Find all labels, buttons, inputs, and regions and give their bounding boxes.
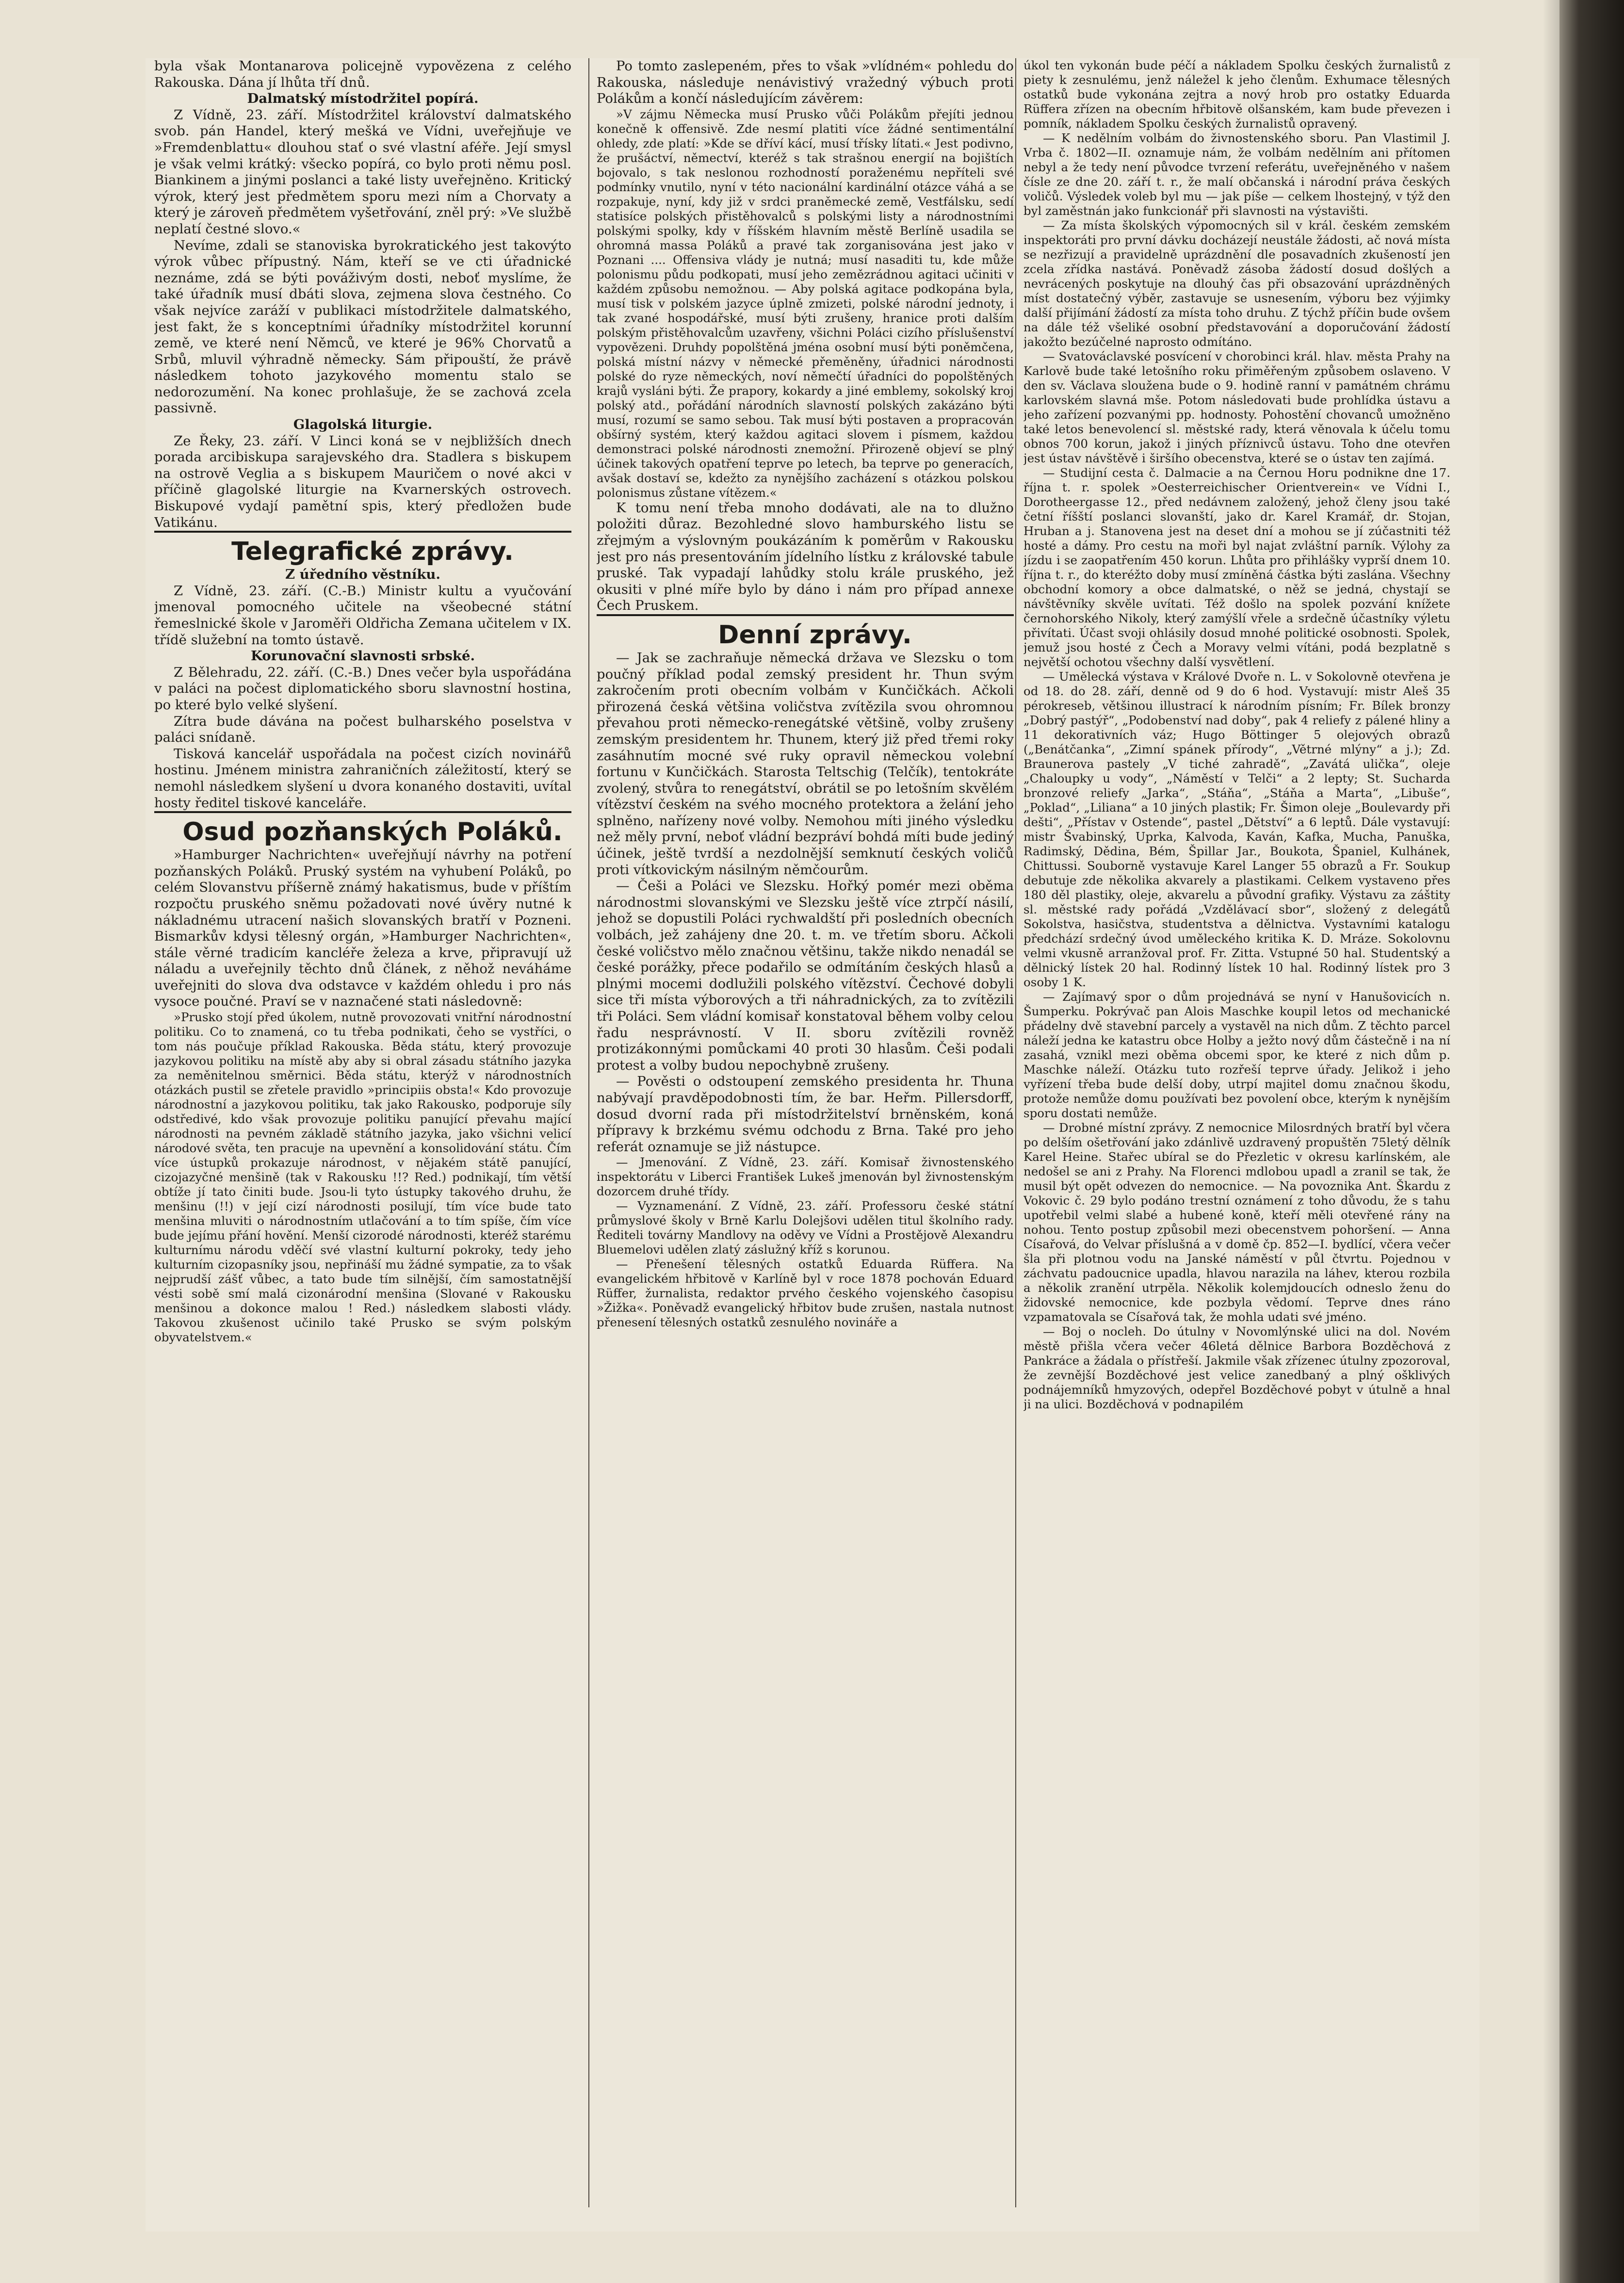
quoted-paragraph: »V zájmu Německa musí Prusko vůči Polákům přejíti jednou konečně k offensivě. Zde nesmí platiti více žádné sentimentální ohledy, zde platí: »Kde se dříví kácí, musí třísky lítati.« Jest podivno, že prušáctví, němectví, kteréž s tak strašnou energií na bojištích bojovalo, s tak neslonou rozhodností poraženému nepříteli své podmínky vnutilo, nyní v této nacionální kardinální otázce váhá a se rozpakuje, nyní, kdy již v srdci praněmecké země, Vestfálsku, sedí statisíce polských přistěhovalců s polskými listy a národnostními polskými spolky, kdy v říšském hlavním městě Berlíně usadila se ohromná massa Poláků a pravé tak zorganisována jest jako v Poznani .... Offensiva vlády je nutná; musí nasaditi tu, kde může polonismu půdu podkopati, musí jeho zemězrádnou agitaci učiniti v každém způsobu nemožnou. — Aby polská agitace podkopána byla, musí tisk v polském jazyce úplně zmizeti, polské národní jednoty, i tak zvané hospodářské, musí býti zrušeny, hranice proti dalším polským přistěhovalcům uzavřeny, všichni Poláci cizího příslušenství vypovězeni. Druhdy popolštěná jména osobní musí býti poněmčena, polská místní názvy v německé přeměněny, úřadnici národnosti polské do ryze německých, noví němečtí úřadníci do popolštěných krajů vysláni býti. Že prapory, kokardy a jiné emblemy, sokolský kroj polský atd., pořádání národních slavností polských zakázáno býti musí, rozumí se samo sebou. Tak musí býti postaven a propracován obšírný systém, který každou agitaci slovem i písmem, každou demonstraci polské národnosti znemožní. Přirozeně objeví se plný účinek takových opatření teprve po letech, ba teprve po generacích, avšak dostaví se, kdežto za nynějšího zacházení s otázkou polskou polonismus zůstane vítězem.« [597,107,1014,500]
paragraph: Z Vídně, 23. září. (C.-B.) Ministr kultu a vyučování jmenoval pomocného učitele na všeobecné státní řemeslnické škole v Jaroměři Oldřicha Zemana učitelem v IX. třídě služební na tomto ústavě. [154,583,571,648]
paragraph: Z Bělehradu, 22. září. (C.-B.) Dnes večer byla uspořádána v paláci na počest diplomatického sboru slavnostní hostina, po které bylo velké slyšení. [154,664,571,713]
paragraph: — Drobné místní zprávy. Z nemocnice Milosrdných bratří byl včera po delším ošetřování jako zdánlivě uzdravený propuštěn 75letý dělník Karel Heine. Stařec ubíral se do Přezletic v okresu karlínském, ale nedošel se ani z Prahy. Na Florenci mdlobou upadl a zranil se tak, že musil být opět odvezen do nemocnice. — Na povoznika Ant. Škardu z Vokovic č. 29 bylo podáno trestní oznámení z toho důvodu, že s tahu upotřebil velmi slabé a hubené koně, kteří měli otevřené rány na nohou. Tento postup způsobil mezi obecenstvem pohoršení. — Anna Císařová, do Velvar příslušná a v domě čp. 852—I. bydlící, včera večer šla při plotnou vodu na Janské náměstí v půl čtvrtu. Pojednou v záchvatu padoucnice upadla, hlavou narazila na láhev, kterou rozbila a několik zranění utrpěla. Několik kolemjdoucích odneslo ženu do židovské nemocnice, kde pozbyla vědomí. Teprve dnes ráno vzpamatovala se Císařová tak, že mohla udati své jméno. [1023,1121,1450,1324]
paragraph: — Pověsti o odstoupení zemského presidenta hr. Thuna nabývají pravděpodobnosti tím, že bar. Heřm. Pillersdorff, dosud dvorní rada při místodržitelství brněnském, koná přípravy k brzkému svému odchodu z Brna. Také pro jeho referát oznamuje se již nástupce. [597,1074,1014,1155]
paragraph: Ze Řeky, 23. září. V Linci koná se v nejbližších dnech porada arcibiskupa sarajevského dra. Stadlera s biskupem na ostrově Veglia a s biskupem Mauričem o nové akci v příčině glagolské liturgie na Kvarnerských ostrovech. Biskupové vydají pamětní spis, který předložen bude Vatikánu. [154,433,571,530]
rubric-heading: Telegrafické zprávy. [154,531,571,567]
paragraph: — Svatováclavské posvícení v chorobinci král. hlav. města Prahy na Karlově bude také letošního roku přiměřeným způsobem oslaveno. V den sv. Václava sloužena bude o 9. hodině ranní v památném chrámu karlovském slavná mše. Potom následovati bude prohlídka ústavu a jeho zařízení pozvanými pp. hodnosty. Pohostění chovanců umožněno také letos benevolencí sl. městské rady, která věnovala k účelu tomu obnos 700 korun, jakož i jiných příznivců ústavu. Toho dne otevřen jest ústav návštěvě i širšího obecenstva, které se o ústav ten zajímá. [1023,349,1450,465]
paragraph: úkol ten vykonán bude péčí a nákladem Spolku českých žurnalistů z piety k zesnulému, jenž náležel k jeho členům. Exhumace tělesných ostatků bude vykonána zejtra a nový hrob pro ostatky Eduarda Rüffera zřízen na obecním hřbitově olšanském, kam bude převezen i pomník, nákladem Spolku českých žurnalistů opravený. [1023,58,1450,130]
paragraph: »Hamburger Nachrichten« uveřejňují návrhy na potření pozňanských Poláků. Pruský systém na vyhubení Poláků, po celém Slovanstvu příšerně známý hakatismus, bude v příštím rozpočtu pruského sněmu požadovati nové úvěry nutné k nákladnému utracení našich slovanských bratří v Pozneni. Bismarkův kdysi tělesný orgán, »Hamburger Nachrichten«, stále věrné tradicím kancléře železa a krve, připravují už náladu a uveřejnily těchto dnů článek, z něhož neváháme uveřejniti do slova dva odstavce v každém ohledu i pro nás vysoce poučné. Praví se v naznačené stati následovně: [154,847,571,1010]
paragraph: — Zajímavý spor o dům projednává se nyní v Hanušovicích n. Šumperku. Pokrývač pan Alois Maschke koupil letos od mechanické přádelny dvě stavební parcely a vystavěl na nich dům. Z těchto parcel náleží jedna ke katastru obce Holby a ježto nový dům částečně i na ní zasahá, vznikl mezi oběma obcemi spor, ke které z nich dům p. Maschke náleží. Otázku tuto rozřeší teprve úřady. Jelikož i jeho vyřízení třeba bude delší doby, utrpí majitel domu značnou škodu, protože nemůže domu používati bez povolení obce, kterým k nynějším sporu dostati nemůže. [1023,990,1450,1120]
paragraph: — Za místa školských výpomocných sil v král. českém zemském inspektoráti pro první dávku docházejí neustále žádosti, ač nová místa se nezřizují a pravidelně uprázdnění dle posavadních zkušeností jen zcela zřídka nastává. Poněvadž zásoba žádostí dosud došlých a nevrácených poskytuje na dlouhý čas při obsazování uprázdněných míst dostatečný výběr, zastavuje se usnesením, výboru bez výjimky další přijímání žádostí za místa toho druhu. Z týchž příčin bude ovšem na dále též všeliké osobní představování a doporučování žádostí jakožto bezúčelné naprosto odmítáno. [1023,218,1450,349]
paragraph: Tisková kancelář uspořádala na počest cizích novinářů hostinu. Jménem ministra zahraničních záležitostí, který se nemohl následkem slyšení u dvora konaného dostaviti, uvítal hosty ředitel tiskové kanceláře. [154,746,571,811]
section-heading: Glagolská liturgie. [293,417,433,433]
paragraph: — Jmenování. Z Vídně, 23. září. Komisař živnostenského inspektorátu v Liberci František Lukeš jmenován byl živnostenským dozorcem druhé třídy. [597,1155,1014,1199]
column-2 [597,58,1014,2212]
section-heading: Z úředního věstníku. [285,567,440,583]
paragraph: — Vyznamenání. Z Vídně, 23. září. Professoru české státní průmyslové školy v Brně Karlu Dolejšovi udělen titul školního rady. Řediteli továrny Mandlovy na oděvy ve Vídni a Prostějově Alexandru Bluemelovi udělen zlatý záslužný kříž s korunou. [597,1199,1014,1257]
column-divider [588,58,589,2207]
quoted-paragraph: »Prusko stojí před úkolem, nutně provozovati vnitřní národnostní politiku. Co to znamená, co tu třeba podnikati, čeho se vystříci, o tom nás poučuje příklad Rakouska. Běda státu, který provozuje jazykovou politiku na místě aby aby si obral zásadu státního jazyka za neměnitelnou směrnici. Běda státu, kterýž v národnostních otázkách pustil se zřetele pravidlo »principiis obsta!« Kdo provozuje národnostní a jazykovou politiku, tak jako Rakousko, podporuje síly odstředivé, kdo však provozuje politiku panující převahu mající národnosti na pevném základě státního jazyka, jako všichni velicí národové světa, ten pracuje na upevnění a konsolidování státu. Čím více ústupků prokazuje národnost, v nějakém státě panující, cizojazyčné menšině (tak v Rakousku !!? Red.) podnikají, tím větší obtíže jí tato činiti bude. Jsou-li tyto ústupky takového druhu, že menšinu (!!) v její cizí národnosti posilují, tím více bude tato menšina mluviti o národnostním utlačování a to tím spíše, čím více bude jejímu přání hovění. Menší cizorodé národnosti, kteréž starému kulturnímu národu vděčí své vlastní kulturní pokroky, tedy jeho kulturním cizopasníky jsou, nepřináší mu žádné sympatie, za to však nejprudší zášť vůbec, a tato bude tím silnější, čím samostatnější vésti sobě smí malá cizonárodní menšina (Slované v Rakousku menšinou a dokonce malou ! Red.) následkem slabosti vlády. Takovou zkušenost učinilo také Prusko se svým polským obyvatelstvem.« [154,1010,571,1345]
section-heading: Dalmatský místodržitel popírá. [247,91,479,107]
book-binding-edge [1559,0,1624,2283]
paragraph: — Umělecká výstava v Králové Dvoře n. L. v Sokolovně otevřena je od 18. do 28. září, denně od 9 do 6 hod. Vystavují: mistr Aleš 35 pérokreseb, většinou illustrací k národním písním; Fr. Bílek bronzy „Dobrý pastýř“, „Podobenství nad doby“, pak 4 reliefy z pálené hliny a 11 dekorativních váz; Hugo Böttinger 5 olejových obrazů („Benátčanka“, „Zimní spánek přírody“, „Větrné mlýny“ a j.); Zd. Braunerova pastely „V tiché zahradě“, „Zavátá ulička“, oleje „Chaloupky u vody“, „Náměstí v Telči“ a 2 lepty; St. Sucharda bronzové reliefy „Jarka“, „Stáňa“, „Stáňa a Marta“, „Libuše“, „Poklad“, „Liliana“ a 10 jiných plastik; Fr. Šimon oleje „Boulevardy při dešti“, „Přístav v Ostende“, pastel „Dětství“ a 6 leptů. Dále vystavují: mistr Švabinský, Uprka, Kalvoda, Kaván, Kafka, Mucha, Panuška, Radimský, Dědina, Bém, Špillar Jar., Boukota, Španiel, Kulhánek, Chittussi. Souborně vystavuje Karel Langer 55 obrazů a Fr. Soukup debutuje zde několika akvarely a plastikami. Celkem vystaveno přes 180 děl plastiky, oleje, akvarelu a původní grafiky. Výstavu za záštity sl. městské rady pořádá „Vzdělávací sbor“, složený z delegátů Sokolstva, hasičstva, studentstva a dělnictva. Vystavními katalogu předchází srdečný úvod uměleckého kritika K. D. Mráze. Sokolovnu velmi vkusně arranžoval prof. Fr. Zitta. Vstupné 50 hal. Studentský a dělnický lístek 20 hal. Rodinný lístek 10 hal. Rodinný lístek pro 3 osoby 1 K. [1023,669,1450,989]
rubric-heading: Osud pozňanských Poláků. [154,811,571,847]
paragraph: — Češi a Poláci ve Slezsku. Hořký pomér mezi oběma národnostmi slovanskými ve Slezsku ještě více ztrpčí násilí, jehož se dopustili Poláci rychwaldští při posledních obecních volbách, jež zahájeny dne 20. t. m. ve třetím sboru. Ačkoli české voličstvo mělo značnou většinu, takže nikdo nenadál se české porážky, přece podařilo se odmítáním českých hlasů a plnými mocemi dodlužili polského vítězství. Čechové dobyli sice tři místa výborových a tři náhradnických, za to zvítězili tři Poláci. Sem vládní komisař konstatoval během volby celou řadu nesprávností. V II. sboru zvítězili rovněž protizákonnými pomůckami 40 proti 30 hlasům. Češi podali protest a volby budou nepochybně zrušeny. [597,878,1014,1073]
paragraph: — Jak se zachraňuje německá država ve Slezsku o tom poučný příklad podal zemský president hr. Thun svým zakročením proti obecním volbám v Kunčičkách. Ačkoli přirozená česká většina voličstva zvítězila svou ohromnou převahou proti německo-renegátské většině, volby zrušeny zemským presidentem hr. Thunem, který již před třemi roky zasáhnutím mocné své ruky opravil německou volební fortunu v Kunčičkách. Starosta Teltschig (Telčík), tentokráte zvolený, stvůra to renegátství, obrátil se po letošním skvělém vítězství českém na svého mocného protektora a želání jeho splněno, nařízeny nové volby. Nemohou míti jiného výsledku než měly první, neboť vládní bezpráví bohdá míti bude jediný účinek, ještě tvrdší a nezdolnější semknutí českých voličů proti vítkovickým násilným němčourům. [597,650,1014,878]
paragraph: Po tomto zaslepeném, přes to však »vlídném« pohledu do Rakouska, následuje nenávistivý vražedný výbuch proti Polákům a končí následujícím závěrem: [597,58,1014,107]
paragraph: — K nedělním volbám do živnostenského sboru. Pan Vlastimil J. Vrba č. 1802—II. oznamuje nám, že volbám nedělním ani přítomen nebyl a že tedy není původce tvrzení referátu, uveřejněného v našem čísle ze dne 20. září t. r., že malí občanská i národní práva českých voličů. Výsledek voleb byl mu — jak píše — celkem lhostejný, v týž den byl zaměstnán jako funkcionář při slavnosti na výstavišti. [1023,131,1450,218]
paragraph: Nevíme, zdali se stanoviska byrokratického jest takovýto výrok vůbec přípustný. Nám, kteří se ve cti úřadnické neznáme, zdá se býti pováživým dosti, neboť myslíme, že také úřadník musí dbáti slova, zejmena slova čestného. Co však nejvíce zaráží v publikaci místodržitele dalmatského, jest fakt, že s konceptními úřadníky místodržitel korunní země, ve které není Němců, ve které je 96% Chorvatů a Srbů, mluvil výhradně německy. Sám připouští, že právě následkem tohoto jazykového momentu stalo se nedorozumění. Na konec prohlašuje, že se zachová zcela passivně. [154,237,571,416]
paragraph: Zítra bude dávána na počest bulharského poselstva v paláci snídaně. [154,713,571,746]
column-1 [154,58,571,2212]
section-heading: Korunovační slavnosti srbské. [250,648,475,664]
column-divider [1015,58,1016,2207]
paragraph: — Boj o nocleh. Do útulny v Novomlýnské ulici na dol. Novém městě přišla včera večer 46letá dělnice Barbora Bozděchová z Pankráce a žádala o přístřeší. Jakmile však zřízenec útulny zpozoroval, že zevnější Bozděchové jest velice zanedbaný a plný ošklivých podnájemníků hmyzových, odepřel Bozděchové pobyt v útulně a hnal ji na ulici. Bozděchová v podnapilém [1023,1324,1450,1411]
paragraph: byla však Montanarova policejně vypovězena z celého Rakouska. Dána jí lhůta tří dnů. [154,58,571,90]
column-3 [1023,58,1450,2212]
paragraph: — Přenešení tělesných ostatků Eduarda Rüffera. Na evangelickém hřbitově v Karlíně byl v roce 1878 pochován Eduard Rüffer, žurnalista, redaktor prvého českého vojenského časopisu »Žižka«. Poněvadž evangelický hřbitov bude zrušen, nastala nutnost přenesení tělesných ostatků zesnulého novináře a [597,1257,1014,1330]
paragraph: Z Vídně, 23. září. Místodržitel království dalmatského svob. pán Handel, který mešká ve Vídni, uveřejňuje ve »Fremdenblattu« dlouhou stať o své vlastní aféře. Její smysl je však velmi krátký: všecko popírá, co bylo proti němu posl. Biankinem a jinými poslanci a také listy uveřejněno. Kritický výrok, který jest předmětem sporu mezi ním a Chorvaty a který je zároveň předmětem vyšetřování, zněl prý: »Ve službě neplatí čestné slovo.« [154,107,571,237]
page-edge-shadow [1543,0,1562,2283]
rubric-heading: Denní zprávy. [597,614,1014,650]
paragraph: — Studijní cesta č. Dalmacie a na Černou Horu podnikne dne 17. října t. r. spolek »Oesterreichischer Orientverein« ve Vídni I., Dorotheergasse 12., před nedávnem založený, jehož členy jsou také četní říšští poslanci slovanští, jako dr. Karel Kramář, dr. Stojan, Hruban a j. Stanovena jest na deset dní a mohou se jí zúčastniti též hosté a dámy. Pro cestu na moři byl najat zvláštní parník. Výlohy za jízdu i se zaopatřením 450 korun. Lhůta pro přihlášky vyprší dnem 10. října t. r., do kteréžto doby musí zmíněná částka býti zaslána. Všechny obchodní komory a obce dalmatské, o něž se jedná, chystají se návštěvníky skvěle uvítati. Též došlo na spolek pozvání knížete černohorského Nikoly, který zamýšlí vřele a srdečně účastníky výletu přivítati. Účast svoji ohlásily dosud mnohé politické osobnosti. Spolek, jemuž jsou hosté z Čech a Moravy velmi vítáni, podá bezplatně s největší ochotou všechny další vysvětlení. [1023,466,1450,669]
paragraph: K tomu není třeba mnoho dodávati, ale na to dlužno položiti důraz. Bezohledné slovo hamburského listu se zřejmým a výslovným poukázáním k poměrům v Rakousku jest pro nás presentováním jídelního lístku z královské tabule pruské. Tak vypadají lahůdky stolu krále pruského, jež okusiti v plné míře bylo by dáno i nám pro případ annexe Čech Pruskem. [597,500,1014,614]
